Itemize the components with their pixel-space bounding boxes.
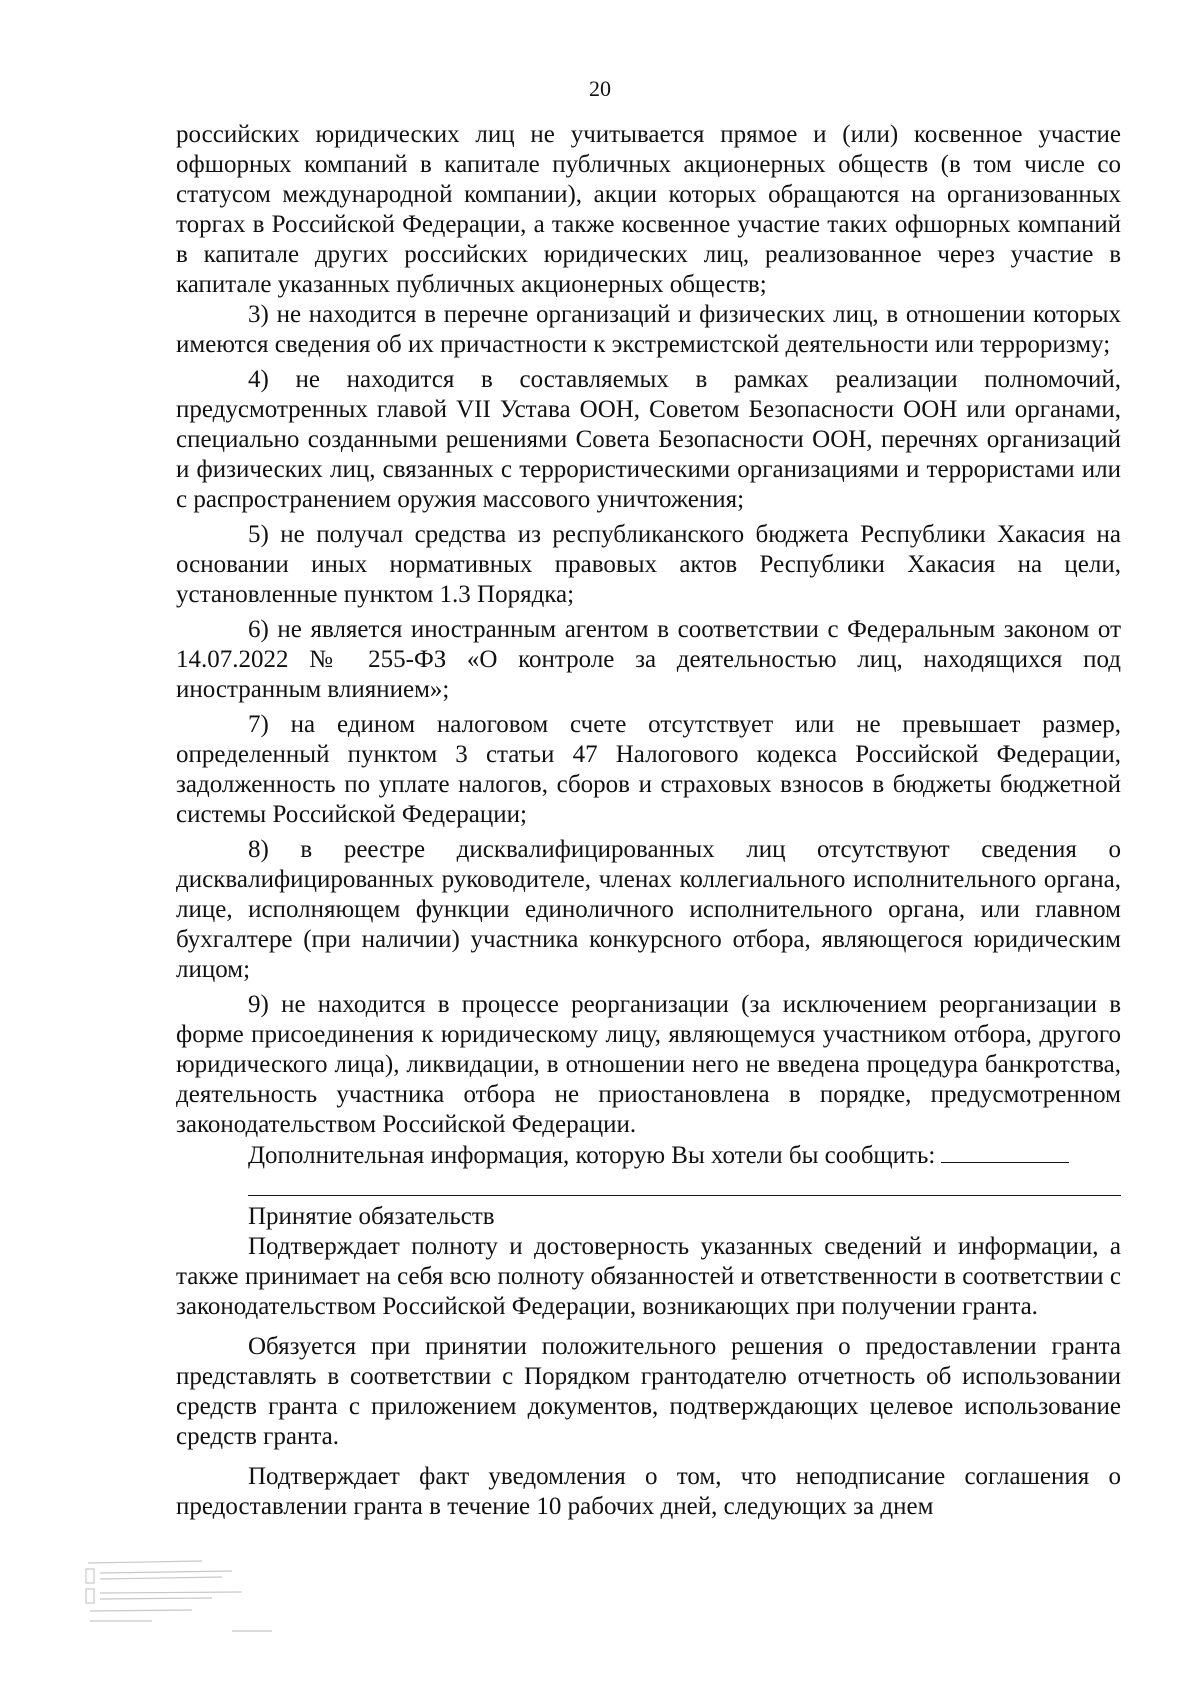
section-heading: Принятие обязательств (248, 1203, 495, 1230)
paragraph-item-9: 9) не находится в процессе реорганизации (за исключением реорганизации в форме присоединения к юридическому лицу, являющемуся участником отбора, другого юридического лица), ликвидации, в отношении него не введена процедура банкротства, деятельность участника отбора не приостановлена в порядке, предусмотренном законодательством Российской Федерации. (176, 991, 1121, 1138)
paragraph-item-5: 5) не получал средства из республиканского бюджета Республики Хакасия на основании иных нормативных правовых актов Республики Хакасия на цели, установленные пунктом 1.3 Порядка; (176, 521, 1121, 608)
paragraph-item-3: 3) не находится в перечне организаций и физических лиц, в отношении которых имеются сведения об их причастности к экстремистской деятельности или терроризму; (176, 301, 1121, 358)
additional-info-line (176, 1140, 1121, 1171)
paragraph-item-7: 7) на едином налоговом счете отсутствует или не превышает размер, определенный пунктом 3 статьи 47 Налогового кодекса Российской Федерации, задолженность по уплате налогов, сборов и страховых взносов в бюджеты бюджетной системы Российской Федерации; (176, 711, 1121, 828)
additional-info-rule (248, 1185, 1121, 1196)
paragraph-item-4: 4) не находится в составляемых в рамках реализации полномочий, предусмотренных главой VII Устава ООН, Советом Безопасности ООН или органами, специально созданными решениями Совета Безопасности ООН, перечнях организаций и физических лиц, связанных с террористическими организациями и террористами или с распространением оружия массового уничтожения; (176, 366, 1121, 513)
additional-info-label: Дополнительная информация, которую Вы хотели бы сообщить: (248, 1142, 936, 1169)
document-body (176, 120, 1121, 1522)
additional-info-blank (941, 1140, 1069, 1163)
page-number: 20 (589, 76, 611, 101)
paragraph-obligation: Обязуется при принятии положительного решения о предоставлении гранта представлять в соответствии с Порядком грантодателю отчетность об использовании средств гранта с приложением документов, подтверждающих целевое использование средств гранта. (176, 1333, 1121, 1450)
faint-stamp-mark (82, 1555, 282, 1640)
paragraph-notice: Подтверждает факт уведомления о том, что неподписание соглашения о предоставлении гранта в течение 10 рабочих дней, следующих за днем (176, 1463, 1121, 1520)
paragraph-item-8: 8) в реестре дисквалифицированных лиц отсутствуют сведения о дисквалифицированных руководителе, членах коллегиального исполнительного органа, лице, исполняющем функции единоличного исполнительного органа, или главном бухгалтере (при наличии) участника конкурсного отбора, являющегося юридическим лицом; (176, 836, 1121, 983)
paragraph-confirm: Подтверждает полноту и достоверность указанных сведений и информации, а также принимает на себя всю полноту обязанностей и ответственности в соответствии с законодательством Российской Федерации, возникающих при получении гранта. (176, 1233, 1121, 1320)
paragraph-continuation: российских юридических лиц не учитывается прямое и (или) косвенное участие офшорных компаний в капитале публичных акционерных обществ (в том числе со статусом международной компании), акции которых обращаются на организованных торгах в Российской Федерации, а также косвенное участие таких офшорных компаний в капитале других российских юридических лиц, реализованное через участие в капитале указанных публичных акционерных обществ; (176, 121, 1121, 298)
paragraph-item-6: 6) не является иностранным агентом в соответствии с Федеральным законом от 14.07.2022 № 255-ФЗ «О контроле за деятельностью лиц, находящихся под иностранным влиянием»; (176, 616, 1121, 703)
